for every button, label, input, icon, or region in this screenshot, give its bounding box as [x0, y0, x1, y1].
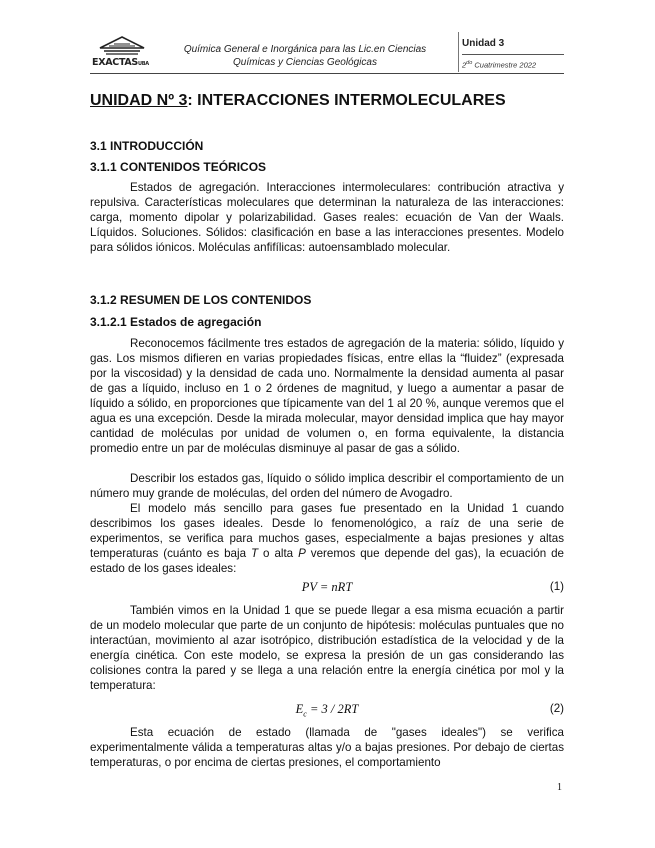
section-heading-3-1-2-1: 3.1.2.1 Estados de agregación	[90, 315, 262, 329]
equation-1	[90, 580, 564, 598]
equation-2-formula: $E_c = 3 / 2RT$	[295, 702, 359, 719]
header-divider	[458, 32, 459, 72]
paragraph-estados: Reconocemos fácilmente tres estados de agregación de la materia: sólido, líquido y gas. Los mismos difieren en varias propiedades físicas, entre ellas la “fluidez” (expresada por la viscosidad) y la densidad de cada uno. Normalmente la densidad aumenta al pasar de gas a líquido, incluso en 1 o 2 órdenes de magnitud, y luego a aumentar a pasar de líquido a sólido, en proporciones que típicamente van del 1 al 20 %, aunque veremos que el agua es una excepción. Desde la mirada molecular, mayor densidad implica que hay mayor cantidad de moléculas por unidad de volumen o, en forma equivalente, la distancia promedio entre un par de moléculas disminuye al pasar de gas a sólido.	[90, 337, 564, 455]
paragraph-describir: Describir los estados gas, líquido o sólido implica describir el comportamiento de un número muy grande de moléculas, del orden del número de Avogadro.	[90, 472, 564, 500]
section-heading-3-1-1: 3.1.1 CONTENIDOS TEÓRICOS	[90, 160, 267, 174]
paragraph-ecuacion-estado: Esta ecuación de estado (llamada de "gases ideales") se verifica experimentalmente válida a temperaturas altas y/o a bajas presiones. Por debajo de ciertas temperaturas, o por encima de ciertas presiones, el comportamiento	[90, 726, 564, 769]
equation-2-number: (2)	[549, 702, 564, 715]
equation-1-formula: PV = nRT	[301, 580, 353, 594]
page-header	[90, 30, 564, 74]
paragraph-modelo: El modelo más sencillo para gases fue presentado en la Unidad 1 cuando describimos los gases ideales. Desde lo fenomenológico, a raíz de una serie de experimentos, se verifica para muchos gases, especialmente a bajas presiones y altas temperaturas (cuánto es baja T o alta P veremos que depende del gas), la ecuación de estado de los gases ideales:	[90, 502, 564, 575]
section-heading-3-1: 3.1 INTRODUCCIÓN	[90, 139, 204, 153]
unit-info	[462, 38, 564, 49]
unit-rule	[462, 54, 564, 55]
paragraph-unidad1: También vimos en la Unidad 1 que se puede llegar a esa misma ecuación a partir de un modelo molecular que parte de un conjunto de hipótesis: moléculas puntuales que no interactúan, movimiento al azar isotrópico, distribución estadística de la velocidad y de la energía cinética. Con este modelo, se expresa la presión de un gas considerando las colisiones contra la pared y se llega a una relación entre la energía cinética por mol y la temperatura:	[90, 604, 564, 692]
page-title: UNIDAD Nº 3: INTERACCIONES INTERMOLECULARES	[90, 92, 506, 109]
unit-label: Unidad 3	[462, 38, 505, 49]
equation-2	[90, 702, 564, 720]
contenidos-paragraph: Estados de agregación. Interacciones intermoleculares: contribución atractiva y repulsiva. Características moleculares que determinan la naturaleza de las interacciones: carga, momento dipolar y polarizabilidad. Gases reales: ecuación de Van der Waals. Líquidos. Soluciones. Sólidos: clasificación en base a las interacciones presentes. Modelo para sólidos iónicos. Moléculas anfifílicas: autoensamblado molecular.	[90, 181, 564, 254]
header-rule	[90, 73, 564, 74]
course-name: Química General e Inorgánica para las Lic.en Ciencias Químicas y Ciencias Geológicas	[183, 44, 427, 68]
section-heading-3-1-2: 3.1.2 RESUMEN DE LOS CONTENIDOS	[90, 293, 312, 307]
logo-wordmark: EXACTASUBA	[92, 57, 149, 68]
page-number: 1	[557, 782, 562, 793]
building-icon	[92, 36, 152, 58]
exactas-logo	[92, 36, 152, 68]
equation-1-number: (1)	[549, 580, 564, 593]
term-label: $2^{do}$ Cuatrimestre 2022	[462, 60, 537, 70]
